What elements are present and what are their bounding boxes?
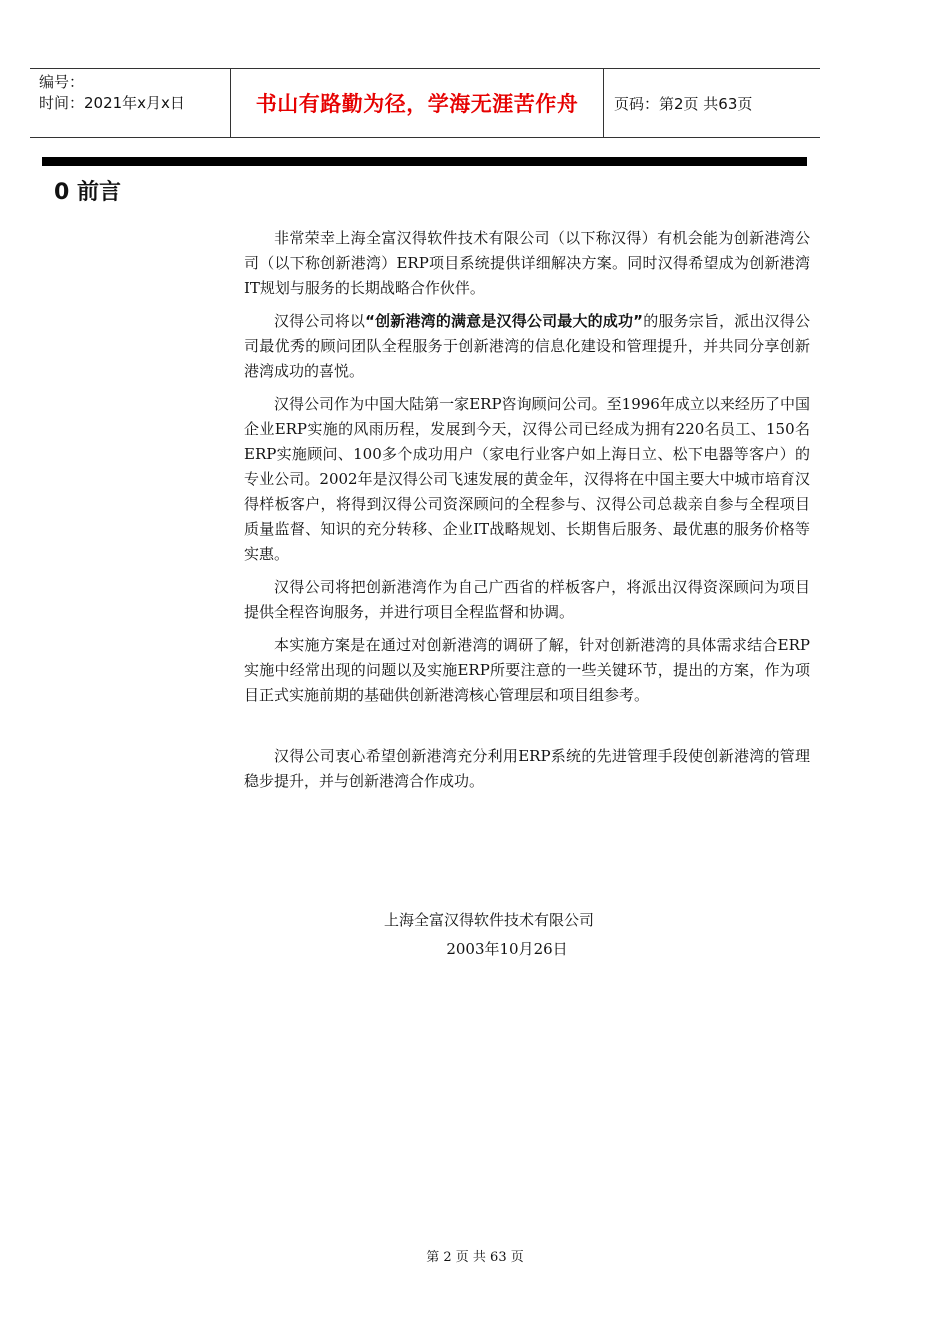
header-middle-cell bbox=[231, 69, 604, 137]
number-label: 编号： bbox=[39, 73, 85, 91]
paragraph-6: 汉得公司衷心希望创新港湾充分利用ERP系统的先进管理手段使创新港湾的管理稳步提升，并与创新港湾合作成功。 bbox=[244, 747, 810, 790]
page-header bbox=[30, 68, 820, 138]
paragraph-5: 本实施方案是在通过对创新港湾的调研了解，针对创新港湾的具体需求结合ERP实施中经常出现的问题以及实施ERP所要注意的一些关键环节，提出的方案，作为项目正式实施前期的基础供创新港湾核心管理层和项目组参考。 bbox=[244, 636, 810, 704]
motto-text: 书山有路勤为径，学海无涯苦作舟 bbox=[255, 92, 579, 116]
paragraph-gap bbox=[244, 716, 810, 744]
header-left-cell bbox=[30, 69, 231, 137]
service-motto-bold: “创新港湾的满意是汉得公司最大的成功” bbox=[365, 312, 644, 330]
signature-block bbox=[0, 906, 950, 964]
section-title: 0 前言 bbox=[54, 180, 121, 205]
page-info: 页码：第2页 共63页 bbox=[614, 94, 753, 113]
paragraph-4: 汉得公司将把创新港湾作为自己广西省的样板客户，将派出汉得资深顾问为项目提供全程咨询服务，并进行项目全程监督和协调。 bbox=[244, 578, 810, 621]
header-divider-bar bbox=[42, 157, 807, 166]
page-footer: 第 2 页 共 63 页 bbox=[426, 1250, 524, 1265]
signature-date: 2003年10月26日 bbox=[446, 940, 568, 958]
time-label: 时间：2021年x月x日 bbox=[39, 94, 185, 112]
signature-company: 上海全富汉得软件技术有限公司 bbox=[383, 911, 594, 929]
paragraph-2 bbox=[244, 309, 810, 384]
paragraph-2-pre: 汉得公司将以 bbox=[274, 312, 366, 330]
paragraph-3: 汉得公司作为中国大陆第一家ERP咨询顾问公司。至1996年成立以来经历了中国企业ERP实施的风雨历程，发展到今天，汉得公司已经成为拥有220名员工、150名ERP实施顾问、100多个成功用户（家电行业客户如上海日立、松下电器等客户）的专业公司。2002年是汉得公司飞速发展的黄金年，汉得将在中国主要大中城市培育汉得样板客户，将得到汉得公司资深顾问的全程参与、汉得公司总裁亲自参与全程项目质量监督、知识的充分转移、企业IT战略规划、长期售后服务、最优惠的服务价格等实惠。 bbox=[244, 395, 810, 563]
paragraph-1: 非常荣幸上海全富汉得软件技术有限公司（以下称汉得）有机会能为创新港湾公司（以下称创新港湾）ERP项目系统提供详细解决方案。同时汉得希望成为创新港湾IT规划与服务的长期战略合作伙伴。 bbox=[244, 229, 810, 297]
document-body bbox=[244, 226, 810, 802]
header-right-cell bbox=[604, 69, 820, 137]
paragraph-2-post: 的服务宗旨，派出汉得公司最优秀的顾问团队全程服务于创新港湾的信息化建设和管理提升，并共同分享创新港湾成功的喜悦。 bbox=[244, 312, 810, 380]
